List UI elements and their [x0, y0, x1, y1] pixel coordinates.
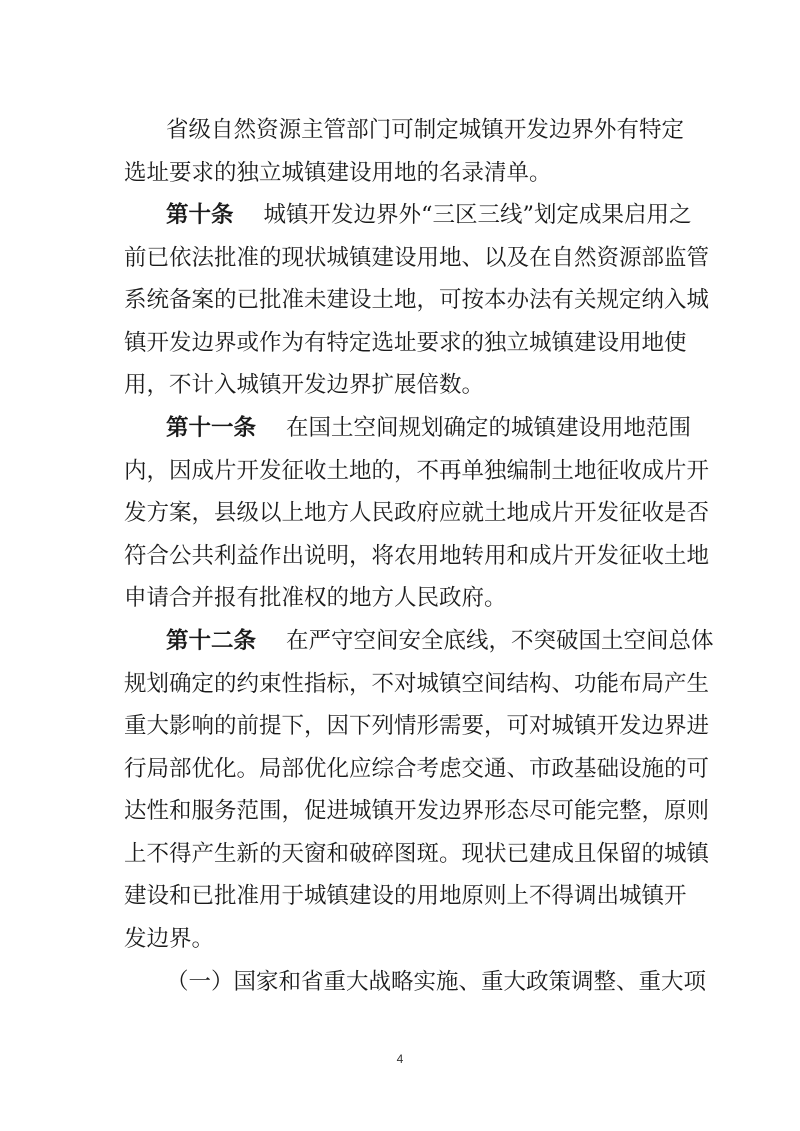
- article-11-first-line: [166, 413, 692, 443]
- text-line: 内，因成片开发征收土地的，不再单独编制土地征收成片开: [124, 458, 710, 484]
- article-10-first-line: [166, 200, 692, 230]
- text-line: 镇开发边界或作为有特定选址要求的独立城镇建设用地使: [124, 330, 687, 356]
- text-line: 系统备案的已批准未建设土地，可按本办法有关规定纳入城: [124, 287, 710, 313]
- text-line: 选址要求的独立城镇建设用地的名录清单。: [124, 160, 552, 186]
- text-line: 规划确定的约束性指标，不对城镇空间结构、功能布局产生: [124, 671, 710, 697]
- article-heading: 第十条: [166, 202, 234, 228]
- text-line: 发边界。: [124, 926, 215, 952]
- page-number: 4: [396, 1052, 404, 1066]
- text-line: 发方案，县级以上地方人民政府应就土地成片开发征收是否: [124, 500, 710, 526]
- text-span: 在国土空间规划确定的城镇建设用地范围: [286, 415, 692, 441]
- text-line: 省级自然资源主管部门可制定城镇开发边界外有特定: [166, 117, 684, 143]
- article-heading: 第十一条: [166, 415, 257, 441]
- text-line: 符合公共利益作出说明，将农用地转用和成片开发征收土地: [124, 543, 710, 569]
- text-line: （一）国家和省重大战略实施、重大政策调整、重大项: [166, 969, 707, 995]
- article-heading: 第十二条: [166, 628, 257, 654]
- article-12-first-line: [166, 626, 714, 656]
- text-line: 上不得产生新的天窗和破碎图斑。现状已建成且保留的城镇: [124, 841, 710, 867]
- text-line: 达性和服务范围，促进城镇开发边界形态尽可能完整，原则: [124, 798, 710, 824]
- text-line: 申请合并报有批准权的地方人民政府。: [124, 585, 507, 611]
- text-line: 行局部优化。局部优化应综合考虑交通、市政基础设施的可: [124, 756, 710, 782]
- text-line: 用，不计入城镇开发边界扩展倍数。: [124, 372, 485, 398]
- text-span: 城镇开发边界外“三区三线”划定成果启用之: [263, 202, 692, 228]
- text-span: 在严守空间安全底线，不突破国土空间总体: [286, 628, 714, 654]
- text-line: 重大影响的前提下，因下列情形需要，可对城镇开发边界进: [124, 713, 710, 739]
- text-line: 前已依法批准的现状城镇建设用地、以及在自然资源部监管: [124, 245, 710, 271]
- text-line: 建设和已批准用于城镇建设的用地原则上不得调出城镇开: [124, 883, 687, 909]
